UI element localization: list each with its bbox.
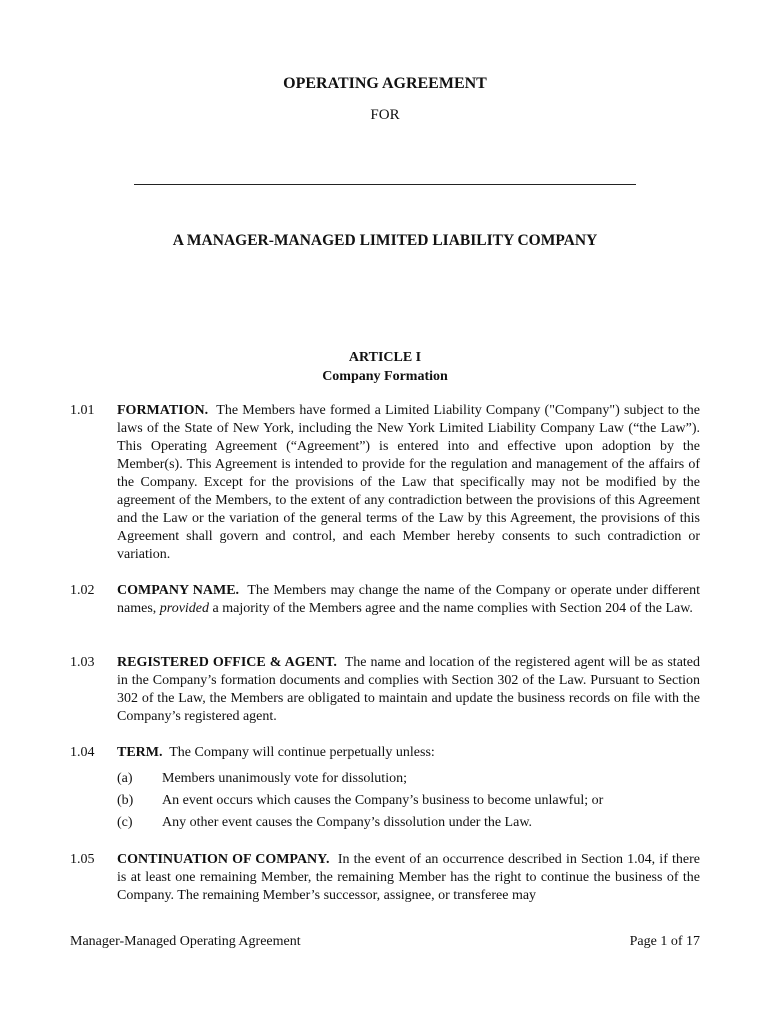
section-text-italic: provided — [159, 601, 210, 616]
section-text: a majority of the Members agree and the name complies with Section 204 of the Law. — [212, 601, 693, 616]
footer-document-name: Manager-Managed Operating Agreement — [70, 934, 301, 949]
section-number: 1.02 — [70, 583, 95, 598]
section-heading: CONTINUATION OF COMPANY. — [117, 852, 330, 867]
section-number: 1.03 — [70, 655, 95, 670]
article-heading — [0, 348, 770, 386]
section-body — [117, 654, 700, 726]
list-item — [117, 792, 700, 810]
footer-page-number: Page 1 of 17 — [629, 934, 700, 949]
list-item-label: (c) — [117, 815, 133, 830]
article-name: Company Formation — [322, 369, 448, 384]
section-text: The Company will continue perpetually unless: — [169, 745, 435, 760]
section-heading: TERM. — [117, 745, 163, 760]
section-1-04 — [70, 744, 700, 836]
section-body — [117, 744, 700, 762]
section-text: In the event of an occurrence described in Section 1.04, if there is at least one remaining Member, the remaining Member has the right to continue the business of the Company. The remaining Member’s successor, assignee, or transferee may — [117, 852, 701, 903]
section-body — [117, 582, 700, 618]
list-item-text: Any other event causes the Company’s dissolution under the Law. — [162, 815, 533, 830]
section-1-05 — [70, 851, 700, 905]
section-body — [117, 402, 700, 564]
term-conditions-list — [117, 770, 700, 832]
list-item-label: (a) — [117, 771, 133, 786]
section-number: 1.04 — [70, 745, 95, 760]
list-item — [117, 814, 700, 832]
section-heading: COMPANY NAME. — [117, 583, 240, 598]
section-number: 1.01 — [70, 403, 95, 418]
list-item — [117, 770, 700, 788]
article-number: ARTICLE I — [348, 350, 422, 365]
document-title: OPERATING AGREEMENT — [283, 75, 487, 92]
section-1-01 — [70, 402, 700, 564]
company-name-blank-line[interactable] — [134, 170, 636, 185]
section-heading: FORMATION. — [117, 403, 209, 418]
section-1-02 — [70, 582, 700, 618]
list-item-label: (b) — [117, 793, 134, 808]
section-text: The Members may change the name of the Company or operate under different names, — [117, 583, 700, 616]
section-text: The name and location of the registered agent will be as stated in the Company’s formation documents and complies with Section 302 of the Law. Pursuant to Section 302 of the Law, the Members are obligated to maintain and update the business records on file with the Company’s registered agent. — [117, 655, 701, 724]
list-item-text: An event occurs which causes the Company’s business to become unlawful; or — [162, 793, 604, 808]
section-text: The Members have formed a Limited Liability Company ("Company") subject to the laws of the State of New York, including the New York Limited Liability Company Law (“the Law”). This Operating Agreement (“Agreement”) is entered into and effective upon adoption by the Member(s). This Agreement is intended to provide for the regulation and management of the affairs of the Company. Except for the provisions of the Law that specifically may not be modified by the agreement of the Members, to the extent of any contradiction between the provisions of this Agreement and the Law or the variation of the general terms of the Law by this Agreement, the provisions of this Agreement shall govern and control, and each Member hereby consents to such contradiction or variation. — [117, 403, 700, 562]
section-heading: REGISTERED OFFICE & AGENT. — [117, 655, 337, 670]
document-for-label: FOR — [370, 107, 400, 123]
list-item-text: Members unanimously vote for dissolution; — [162, 771, 407, 786]
section-1-03 — [70, 654, 700, 726]
section-number: 1.05 — [70, 852, 95, 867]
section-body — [117, 851, 700, 905]
document-subtitle: A MANAGER-MANAGED LIMITED LIABILITY COMPANY — [172, 232, 598, 249]
